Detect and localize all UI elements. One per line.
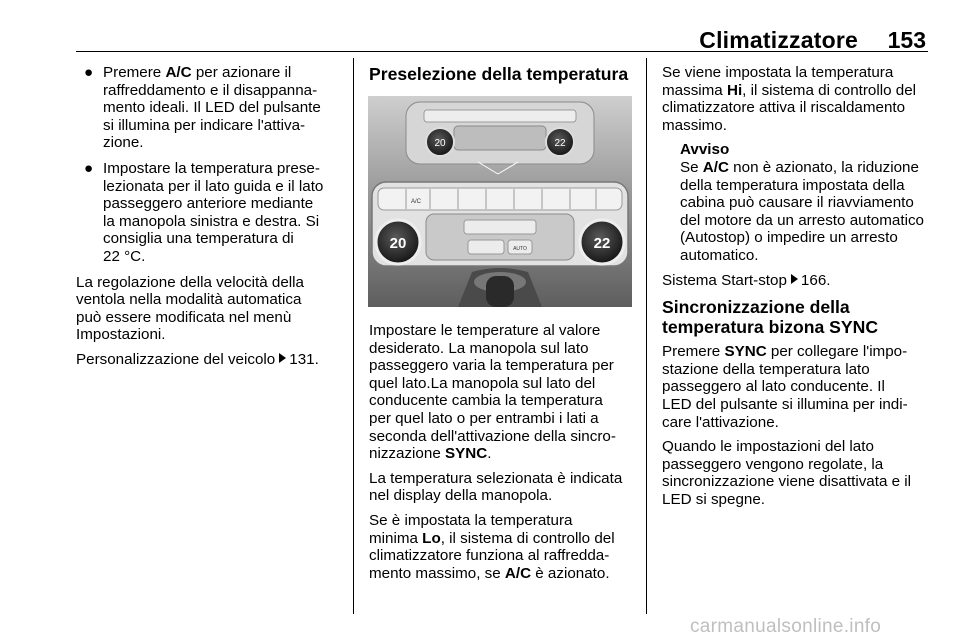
reference-startstop-text: Sistema Start-stop (662, 271, 787, 289)
bullet-dot-icon: ● (84, 159, 94, 177)
paragraph-set-temperature (369, 322, 639, 463)
text-line: passeggero anteriore mediante (103, 195, 314, 213)
section-heading-temperature: Preselezione della temperatura (369, 64, 629, 84)
text-line: si illumina per indicare l'attiva- (103, 116, 306, 134)
text-line: Impostazioni. (76, 326, 166, 344)
text-line: sincronizzazione viene disattivata e il (662, 473, 912, 491)
text-line: ventola nella modalità automatica (76, 291, 302, 309)
text-line: passeggero varia la temperatura per (369, 357, 614, 375)
bullet-ac-text (103, 64, 348, 152)
text-line: Se viene impostata la temperatura (662, 64, 894, 81)
note-box (662, 141, 928, 264)
bullet-dot-icon: ● (84, 64, 94, 81)
middle-column-text (369, 322, 639, 589)
column-divider-right (646, 58, 647, 614)
text-line: nel display della manopola. (369, 487, 553, 505)
reference-arrow-icon (279, 353, 286, 363)
reference-vehicle (76, 351, 348, 369)
text-line: Se A/C non è azionato, la riduzione (680, 158, 919, 176)
middle-column (369, 64, 635, 84)
climate-panel-illustration (368, 96, 632, 307)
right-knob-temp: 22 (593, 235, 611, 252)
text-line: lezionata per il lato guida e il lato (103, 177, 324, 195)
text-line: Premere A/C per azionare il (103, 64, 292, 81)
paragraph-hi (662, 64, 928, 134)
text-line: nizzazione SYNC. (369, 445, 492, 463)
section-heading-sync (662, 297, 928, 337)
reference-startstop (662, 272, 928, 290)
reference-arrow-icon (791, 274, 798, 284)
text-line: seconda dell'attivazione della sincro- (369, 427, 616, 445)
text-line: automatico. (680, 246, 759, 264)
text-line: passeggero vengono regolate, la (662, 455, 884, 473)
text-line: (Autostop) o impedire un arresto (680, 229, 898, 247)
paragraph-lo (369, 512, 639, 582)
text-line: Impostare la temperatura prese- (103, 159, 320, 177)
text-line: zione. (103, 134, 144, 152)
text-line: LED si spegne. (662, 490, 765, 508)
paragraph-fan (76, 274, 348, 344)
text-line: la manopola sinistra e destra. Si (103, 212, 320, 230)
text-line: massimo. (662, 116, 727, 134)
top-right-knob-temp: 22 (554, 138, 566, 149)
text-line: Quando le impostazioni del lato (662, 438, 874, 456)
page-title: Climatizzatore (699, 27, 858, 53)
text-line: Impostare le temperature al valore (369, 322, 601, 339)
paragraph-sync-off (662, 438, 928, 508)
left-knob-temp: 20 (389, 235, 407, 252)
bullet-temperature-text (103, 160, 348, 266)
climate-control-panel-photo (368, 96, 632, 307)
column-divider-left (353, 58, 354, 614)
top-left-knob-temp: 20 (434, 138, 446, 149)
text-line: della temperatura impostata della (680, 176, 905, 194)
paragraph-display (369, 470, 639, 505)
paragraph-sync (662, 343, 928, 431)
page-header (76, 27, 928, 52)
text-line: massima Hi, il sistema di controllo del (662, 81, 917, 99)
text-line: LED del pulsante si illumina per indi- (662, 395, 908, 413)
text-line: minima Lo, il sistema di controllo del (369, 529, 615, 547)
bullet-temperature (76, 160, 348, 266)
text-line: passeggero al lato conducente. Il (662, 378, 885, 396)
text-line: conducente cambia la temperatura (369, 392, 603, 410)
text-line: desiderato. La manopola sul lato (369, 339, 589, 357)
text-line: mento massimo, se A/C è azionato. (369, 564, 610, 582)
text-line: Sincronizzazione della (662, 297, 850, 318)
text-line: 22 °C. (103, 247, 146, 265)
reference-vehicle-text: Personalizzazione del veicolo (76, 350, 276, 368)
note-title: Avviso (680, 141, 730, 159)
text-line: del motore da un arresto automatico (680, 211, 924, 229)
text-line: care l'attivazione. (662, 413, 779, 431)
text-line: cabina può causare il riavviamento (680, 194, 914, 212)
note-text (680, 159, 928, 265)
text-line: Se è impostata la temperatura (369, 511, 573, 529)
right-column (662, 64, 928, 515)
ac-label: A/C (410, 199, 422, 205)
watermark: carmanualsonline.info (690, 616, 882, 637)
text-line: Premere SYNC per collegare l'impo- (662, 343, 908, 361)
reference-startstop-page[interactable]: 166. (800, 271, 831, 289)
text-line: stazione della temperatura lato (662, 360, 870, 378)
text-line: mento ideali. Il LED del pulsante (103, 99, 321, 117)
text-line: La temperatura selezionata è indicata (369, 469, 623, 487)
left-column (76, 64, 348, 376)
text-line: consiglia una temperatura di (103, 230, 294, 248)
text-line: quel lato.La manopola sul lato del (369, 374, 596, 392)
text-line: temperatura bizona SYNC (662, 317, 879, 338)
page-number: 153 (887, 27, 926, 53)
text-line: può essere modificata nel menù (76, 308, 292, 326)
text-line: per quel lato o per entrambi i lati a (369, 409, 599, 427)
text-line: climatizzatore attiva il riscaldamento (662, 99, 906, 117)
auto-label: AUTO (513, 246, 527, 252)
text-line: La regolazione della velocità della (76, 273, 304, 291)
text-line: climatizzatore funziona al raffredda- (369, 547, 610, 565)
reference-vehicle-page[interactable]: 131. (289, 350, 319, 368)
bullet-ac (76, 64, 348, 152)
text-line: raffreddamento e il disappanna- (103, 81, 318, 99)
